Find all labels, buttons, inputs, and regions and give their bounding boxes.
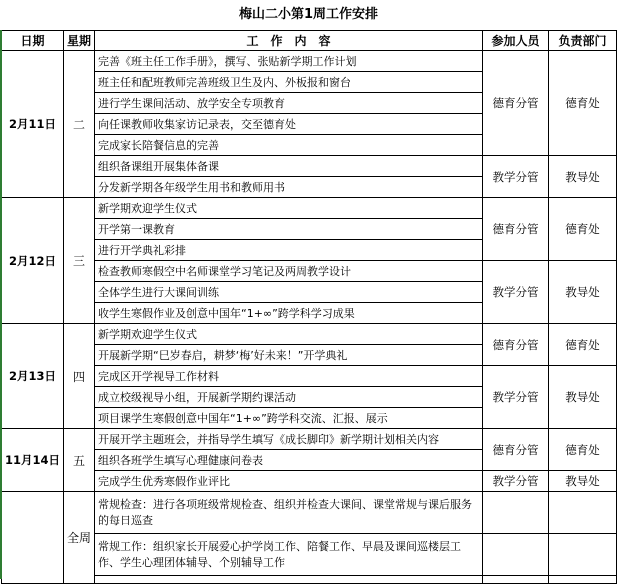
participants-cell: 德育分管 (483, 324, 549, 366)
page-title: 梅山二小第1周工作安排 (238, 7, 379, 22)
table-row (2, 429, 617, 450)
department-cell (549, 576, 617, 584)
task-cell: 组织备课组开展集体备课 (95, 156, 483, 177)
table-row (2, 156, 617, 177)
task-cell: 常规检查：进行各项班级常规检查、组织并检查大课间、课堂常规与课后服务的每日巡查 (95, 492, 483, 534)
date-cell (2, 492, 64, 584)
task-cell: 检查教师寒假空中名师课堂学习笔记及两周教学设计 (95, 261, 483, 282)
department-cell: 德育处 (549, 429, 617, 471)
task-cell: 完成区开学视导工作材料 (95, 366, 483, 387)
weekday-cell: 全周 (64, 492, 95, 584)
participants-cell: 德育分管 (483, 198, 549, 261)
department-cell: 德育处 (549, 198, 617, 261)
table-row (2, 51, 617, 72)
table-row (2, 576, 617, 584)
weekday-cell: 四 (64, 324, 95, 429)
task-cell: 开学第一课教育 (95, 219, 483, 240)
weekday-cell: 五 (64, 429, 95, 492)
task-cell: 收学生寒假作业及创意中国年“1+∞”跨学科学习成果 (95, 303, 483, 324)
header-date: 日期 (2, 31, 64, 51)
table-row (2, 261, 617, 282)
task-cell: 班主任和配班教师完善班级卫生及内、外板报和窗台 (95, 72, 483, 93)
header-row (2, 31, 617, 51)
weekday-cell: 二 (64, 51, 95, 198)
task-cell: 新学期欢迎学生仪式 (95, 198, 483, 219)
participants-cell: 教学分管 (483, 156, 549, 198)
date-cell: 2月13日 (2, 324, 64, 429)
header-participants: 参加人员 (483, 31, 549, 51)
task-cell: 进行开学典礼彩排 (95, 240, 483, 261)
department-cell: 德育处 (549, 51, 617, 156)
header-department: 负责部门 (549, 31, 617, 51)
table-row (2, 471, 617, 492)
table-row (2, 534, 617, 576)
department-cell: 德育处 (549, 324, 617, 366)
department-cell: 教导处 (549, 261, 617, 324)
task-cell: 项目课学生寒假创意中国年“1+∞”跨学科交流、汇报、展示 (95, 408, 483, 429)
participants-cell: 德育分管 (483, 429, 549, 471)
participants-cell: 教学分管 (483, 261, 549, 324)
date-cell: 2月11日 (2, 51, 64, 198)
department-cell: 教导处 (549, 156, 617, 198)
department-cell: 教导处 (549, 471, 617, 492)
participants-cell: 教学分管 (483, 366, 549, 429)
task-cell: 常规工作：组织家长开展爱心护学岗工作、陪餐工作、早晨及课间巡楼层工作、学生心理团体辅导、个别辅导工作 (95, 534, 483, 576)
table-row (2, 198, 617, 219)
task-cell: 全体学生进行大课间训练 (95, 282, 483, 303)
participants-cell: 德育分管 (483, 51, 549, 156)
task-cell: 向任课教师收集家访记录表，交至德育处 (95, 114, 483, 135)
left-edge-bar (0, 30, 2, 579)
task-cell: 完成家长陪餐信息的完善 (95, 135, 483, 156)
header-weekday: 星期 (64, 31, 95, 51)
participants-cell (483, 576, 549, 584)
task-cell: 开展开学主题班会，并指导学生填写《成长脚印》新学期计划相关内容 (95, 429, 483, 450)
schedule-table (1, 30, 617, 584)
table-row (2, 492, 617, 534)
table-row (2, 366, 617, 387)
task-cell: 成立校级视导小组，开展新学期约课活动 (95, 387, 483, 408)
task-cell: 完善《班主任工作手册》，撰写、张贴新学期工作计划 (95, 51, 483, 72)
date-cell: 11月14日 (2, 429, 64, 492)
department-cell (549, 492, 617, 534)
task-cell (95, 576, 483, 584)
task-cell: 组织各班学生填写心理健康问卷表 (95, 450, 483, 471)
participants-cell (483, 492, 549, 534)
task-cell: 分发新学期各年级学生用书和教师用书 (95, 177, 483, 198)
date-cell: 2月12日 (2, 198, 64, 324)
task-cell: 进行学生课间活动、放学安全专项教育 (95, 93, 483, 114)
weekday-cell: 三 (64, 198, 95, 324)
participants-cell (483, 534, 549, 576)
task-cell: 开展新学期“巳岁春启，耕梦‘梅’好未来！”开学典礼 (95, 345, 483, 366)
task-cell: 完成学生优秀寒假作业评比 (95, 471, 483, 492)
task-cell: 新学期欢迎学生仪式 (95, 324, 483, 345)
department-cell (549, 534, 617, 576)
table-row (2, 324, 617, 345)
participants-cell: 教学分管 (483, 471, 549, 492)
header-content: 工 作 内 容 (95, 31, 483, 51)
department-cell: 教导处 (549, 366, 617, 429)
